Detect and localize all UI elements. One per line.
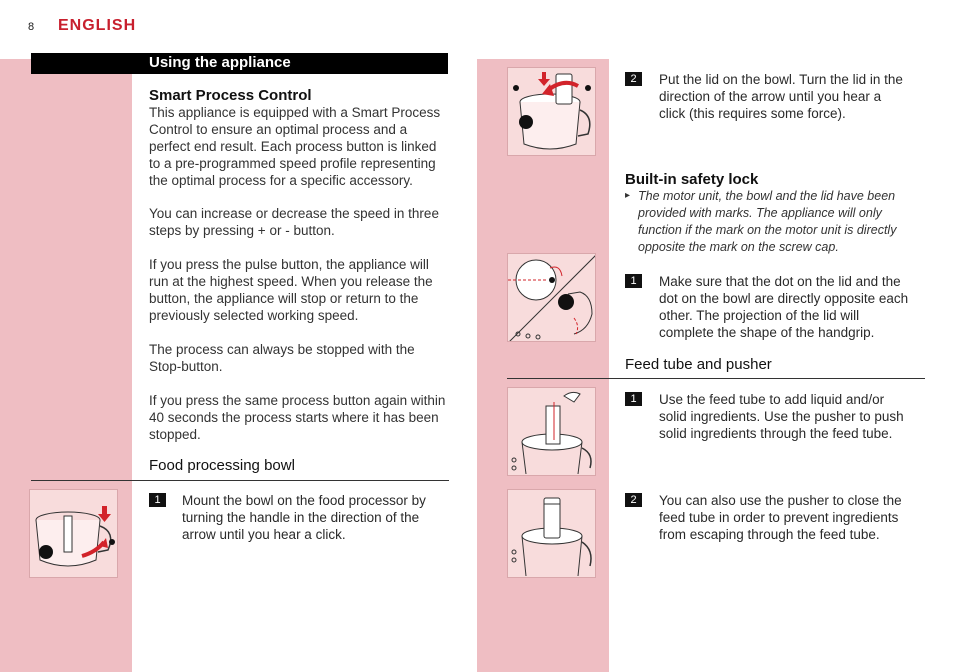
safety-step-1-text: Make sure that the dot on the lid and the dot on the bowl are directly opposite each other. The projection of the lid will complete the shape of the handgrip. [659,274,909,340]
lid-turn-illustration [507,67,596,156]
feed-step-2-text: You can also use the pusher to close the feed tube in order to prevent ingredients from escaping through the feed tube. [659,493,902,542]
step-number-feed-2: 2 [625,493,642,507]
feed-tube-drawing [508,388,596,476]
safety-marks-illustration [507,253,596,342]
bowl-step-1-text: Mount the bowl on the food processor by turning the handle in the direction of the arrow until you hear a click. [182,493,426,542]
safety-marks-drawing [508,254,596,342]
language-label: ENGLISH [58,17,137,34]
page-number: 8 [28,21,35,33]
step-number-lid-2: 2 [625,72,642,86]
feed-tube-illustration [507,387,596,476]
smart-process-paragraph-3: If you press the pulse button, the appliance will run at the highest speed. When you release the button, the appliance will stop or return to the previously selected working speed. [149,257,433,323]
step-number-feed-1: 1 [625,392,642,406]
bowl-mount-illustration [29,489,118,578]
smart-process-paragraph-1: This appliance is equipped with a Smart Process Control to ensure an optimal process and a perfect end result. Each process button is linked to a pre-programmed speed profile representing the optimal process for a specific accessory. [149,105,441,188]
feed-tube-heading: Feed tube and pusher [625,356,772,373]
smart-process-paragraph-5: If you press the same process button again within 40 seconds the process starts where it has been stopped. [149,393,446,442]
feed-step-1-text: Use the feed tube to add liquid and/or solid ingredients. Use the pusher to push solid ingredients through the feed tube. [659,392,904,441]
lid-turn-drawing [508,68,596,156]
safety-lock-heading: Built-in safety lock [625,171,759,188]
step-number-safety-1: 1 [625,274,642,288]
food-bowl-rule [31,480,449,481]
step-number-bowl-1: 1 [149,493,166,507]
safety-note-text: The motor unit, the bowl and the lid have been provided with marks. The appliance will only function if the mark on the motor unit is directly opposite the mark on the screw cap. [638,189,897,254]
pusher-illustration [507,489,596,578]
section-title-bar [31,53,448,74]
left-pink-column [0,59,132,672]
food-bowl-heading: Food processing bowl [149,457,295,474]
smart-process-paragraph-4: The process can always be stopped with the Stop-button. [149,342,415,374]
section-title: Using the appliance [149,54,291,71]
smart-process-block [149,87,449,443]
smart-process-paragraph-2: You can increase or decrease the speed in three steps by pressing + or - button. [149,206,439,238]
smart-process-heading: Smart Process Control [149,87,312,104]
lid-step-2-text: Put the lid on the bowl. Turn the lid in the direction of the arrow until you hear a click (this requires some force). [659,72,903,121]
pusher-drawing [508,490,596,578]
safety-note-bullet: ▸ [625,190,631,201]
feed-tube-rule [507,378,925,379]
bowl-mount-drawing [30,490,118,578]
